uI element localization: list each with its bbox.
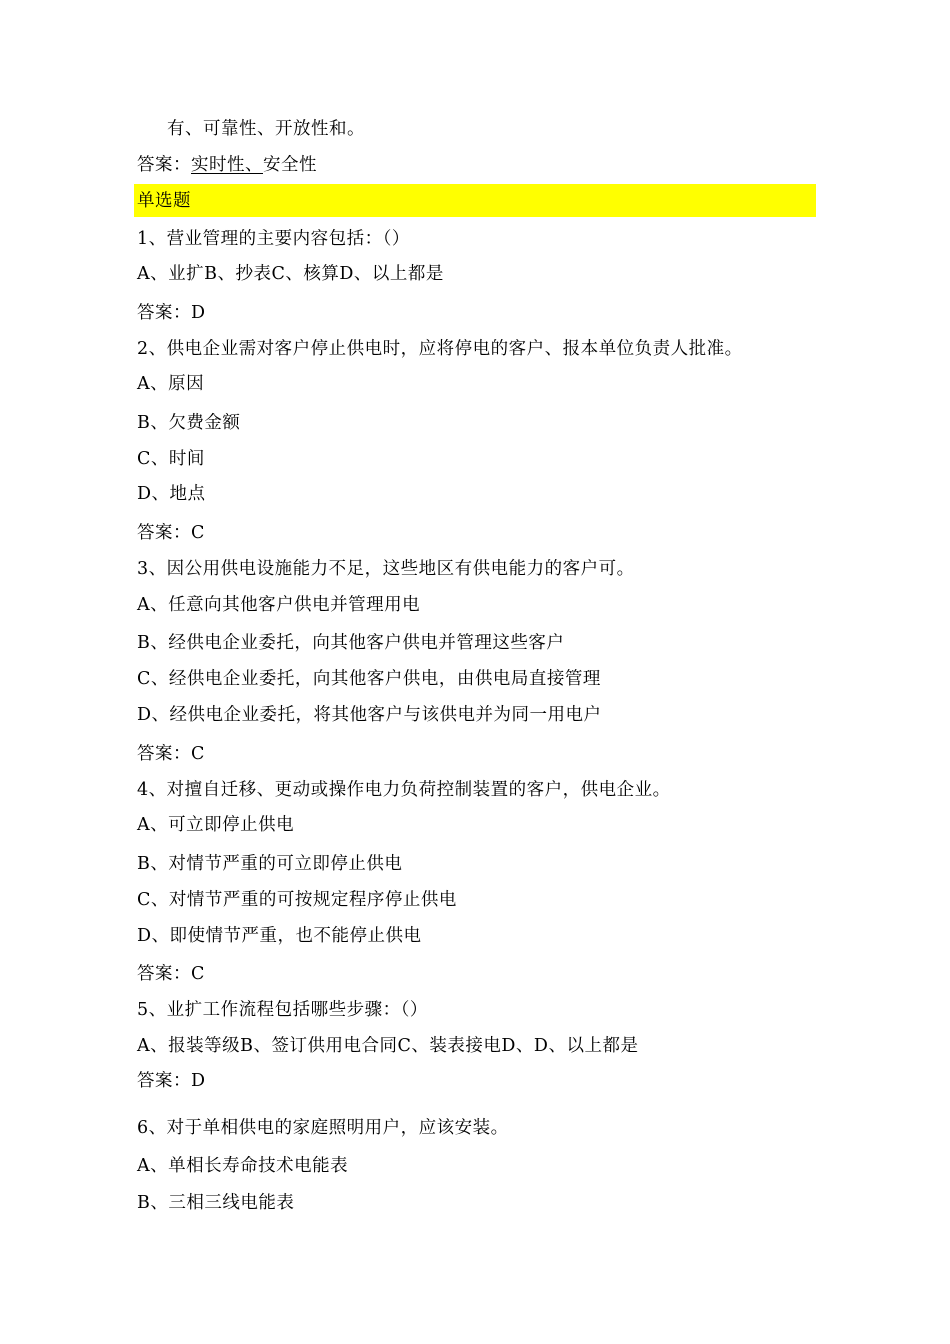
question-1-options: A、业扩B、抄表C、核算D、以上都是 bbox=[137, 264, 444, 284]
question-4-answer: 答案：C bbox=[137, 964, 205, 984]
question-1: 1、营业管理的主要内容包括：（） bbox=[137, 229, 410, 249]
question-1-answer: 答案：D bbox=[137, 303, 206, 323]
question-6-option-b: B、三相三线电能表 bbox=[137, 1193, 295, 1213]
question-5-options: A、报装等级B、签订供用电合同C、装表接电D、D、以上都是 bbox=[137, 1036, 639, 1056]
question-2: 2、供电企业需对客户停止供电时，应将停电的客户、报本单位负责人批准。 bbox=[137, 339, 743, 359]
question-2-option-a: A、原因 bbox=[137, 374, 205, 394]
question-4-option-c: C、对情节严重的可按规定程序停止供电 bbox=[137, 890, 457, 910]
question-6-option-a: A、单相长寿命技术电能表 bbox=[137, 1156, 349, 1176]
question-3-option-d: D、经供电企业委托，将其他客户与该供电并为同一用电户 bbox=[137, 705, 602, 725]
answer-underlined: 实时性、 bbox=[191, 155, 263, 175]
question-4: 4、对擅自迁移、更动或操作电力负荷控制装置的客户，供电企业。 bbox=[137, 780, 671, 800]
question-3-option-a: A、任意向其他客户供电并管理用电 bbox=[137, 595, 421, 615]
question-2-option-b: B、欠费金额 bbox=[137, 413, 241, 433]
fragment-text: 有、可靠性、开放性和。 bbox=[167, 119, 365, 139]
question-2-answer: 答案：C bbox=[137, 523, 205, 543]
question-2-option-d: D、地点 bbox=[137, 484, 206, 504]
question-5: 5、业扩工作流程包括哪些步骤：（） bbox=[137, 1000, 428, 1020]
question-5-answer: 答案：D bbox=[137, 1071, 206, 1091]
question-4-option-a: A、可立即停止供电 bbox=[137, 815, 295, 835]
question-6: 6、对于单相供电的家庭照明用户，应该安装。 bbox=[137, 1118, 509, 1138]
question-3-answer: 答案：C bbox=[137, 744, 205, 764]
question-4-option-b: B、对情节严重的可立即停止供电 bbox=[137, 854, 403, 874]
answer-label: 答案： bbox=[137, 155, 191, 175]
question-3-option-c: C、经供电企业委托，向其他客户供电，由供电局直接管理 bbox=[137, 669, 601, 689]
fragment-answer bbox=[137, 153, 317, 177]
question-3: 3、因公用供电设施能力不足，这些地区有供电能力的客户可。 bbox=[137, 559, 635, 579]
question-4-option-d: D、即使情节严重，也不能停止供电 bbox=[137, 926, 422, 946]
question-2-option-c: C、时间 bbox=[137, 449, 205, 469]
section-highlight bbox=[134, 184, 816, 217]
section-heading: 单选题 bbox=[137, 191, 191, 211]
question-3-option-b: B、经供电企业委托，向其他客户供电并管理这些客户 bbox=[137, 633, 565, 653]
answer-rest: 安全性 bbox=[263, 155, 317, 175]
